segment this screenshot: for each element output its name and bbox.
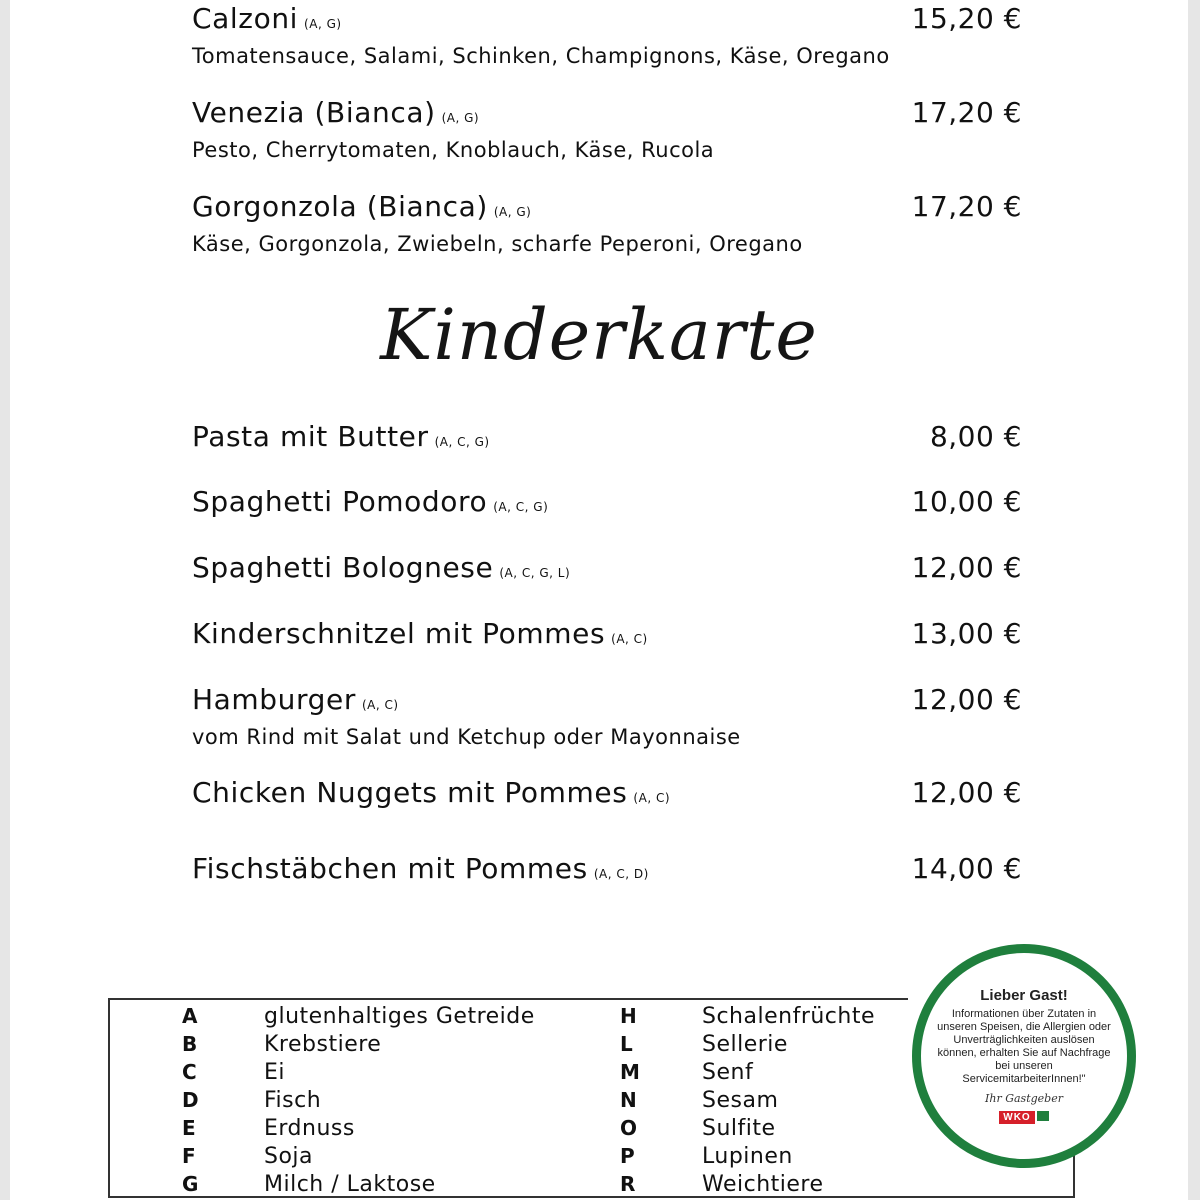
legend-entry (620, 1058, 875, 1086)
item-description: Käse, Gorgonzola, Zwiebeln, scharfe Peperoni, Oregano (192, 232, 803, 256)
legend-label: Lupinen (702, 1144, 793, 1169)
menu-item-chicken-nuggets (192, 776, 1022, 815)
allergy-notice-badge (912, 944, 1136, 1168)
item-allergens: (A, C) (611, 632, 648, 646)
legend-label: Ei (264, 1060, 286, 1085)
menu-item-fischstaebchen (192, 852, 1022, 891)
item-name: Spaghetti Bolognese (192, 551, 494, 584)
item-price: 13,00 € (911, 617, 1022, 650)
item-allergens: (A, C, D) (593, 867, 649, 881)
item-price: 15,20 € (911, 2, 1022, 35)
legend-entry (620, 1114, 875, 1142)
legend-code: F (182, 1144, 197, 1168)
legend-code: M (620, 1060, 641, 1084)
legend-entry (620, 1170, 875, 1198)
item-price: 17,20 € (911, 96, 1022, 129)
menu-item-calzoni (192, 2, 1022, 69)
legend-entry (182, 1142, 535, 1170)
legend-entry (182, 1170, 535, 1198)
allergen-legend-right (620, 1002, 875, 1198)
item-name: Gorgonzola (Bianca) (192, 190, 488, 223)
item-allergens: (A, C) (633, 791, 671, 805)
item-allergens: (A, C, G) (434, 435, 490, 449)
item-price: 8,00 € (929, 420, 1022, 453)
item-name: Pasta mit Butter (192, 420, 429, 453)
legend-label: Milch / Laktose (264, 1172, 436, 1197)
legend-label: Soja (264, 1144, 314, 1169)
item-allergens: (A, G) (441, 111, 480, 125)
badge-heading: Lieber Gast! (980, 987, 1068, 1004)
legend-entry (620, 1142, 875, 1170)
legend-code: N (620, 1088, 638, 1112)
item-description: Tomatensauce, Salami, Schinken, Champignons, Käse, Oregano (192, 44, 890, 68)
allergen-legend-divider (108, 998, 908, 1000)
legend-label: Erdnuss (264, 1116, 355, 1141)
item-price: 12,00 € (911, 776, 1022, 809)
legend-entry (182, 1114, 535, 1142)
item-allergens: (A, G) (493, 205, 532, 219)
legend-code: P (620, 1144, 636, 1168)
menu-item-spaghetti-pomodoro (192, 485, 1022, 524)
item-price: 14,00 € (911, 852, 1022, 885)
legend-code: L (620, 1032, 634, 1056)
legend-code: E (182, 1116, 197, 1140)
legend-label: Krebstiere (264, 1032, 382, 1057)
legend-entry (182, 1002, 535, 1030)
legend-label: Schalenfrüchte (702, 1004, 876, 1029)
badge-text: Informationen über Zutaten in unseren Speisen, die Allergien oder Unverträglichkeiten auslösen können, erhalten Sie auf Nachfrage bei unseren ServicemitarbeiterInnen!" (937, 1008, 1111, 1085)
menu-item-hamburger (192, 683, 1022, 750)
legend-entry (182, 1030, 535, 1058)
legend-code: C (182, 1060, 198, 1084)
badge-signature: Ihr Gastgeber (985, 1092, 1063, 1105)
legend-label: Senf (702, 1060, 754, 1085)
menu-item-gorgonzola (192, 190, 1022, 257)
item-name: Venezia (Bianca) (192, 96, 436, 129)
legend-code: B (182, 1032, 198, 1056)
item-price: 12,00 € (911, 683, 1022, 716)
menu-item-spaghetti-bolognese (192, 551, 1022, 590)
item-allergens: (A, G) (304, 17, 342, 31)
legend-entry (620, 1002, 875, 1030)
item-price: 12,00 € (911, 551, 1022, 584)
item-allergens: (A, C) (361, 698, 399, 712)
item-allergens: (A, C, G, L) (499, 566, 571, 580)
item-name: Hamburger (192, 683, 356, 716)
leaf-icon (1037, 1111, 1049, 1121)
legend-entry (620, 1086, 875, 1114)
legend-label: Fisch (264, 1088, 322, 1113)
legend-code: R (620, 1172, 636, 1196)
legend-code: O (620, 1116, 638, 1140)
legend-code: G (182, 1172, 199, 1196)
legend-label: glutenhaltiges Getreide (264, 1004, 535, 1029)
item-price: 10,00 € (911, 485, 1022, 518)
item-price: 17,20 € (911, 190, 1022, 223)
legend-code: D (182, 1088, 200, 1112)
item-name: Chicken Nuggets mit Pommes (192, 776, 628, 809)
legend-code: H (620, 1004, 638, 1028)
item-allergens: (A, C, G) (493, 500, 549, 514)
item-description: Pesto, Cherrytomaten, Knoblauch, Käse, Rucola (192, 138, 715, 162)
legend-label: Sulfite (702, 1116, 776, 1141)
legend-code: A (182, 1004, 198, 1028)
menu-item-venezia (192, 96, 1022, 163)
legend-label: Sellerie (702, 1032, 788, 1057)
item-name: Calzoni (192, 2, 299, 35)
menu-item-kinderschnitzel (192, 617, 1022, 656)
allergen-legend-left (182, 1002, 535, 1198)
wko-logo: WKO (999, 1111, 1034, 1124)
section-title-kinderkarte: Kinderkarte (380, 294, 818, 376)
legend-entry (620, 1030, 875, 1058)
legend-entry (182, 1058, 535, 1086)
item-name: Kinderschnitzel mit Pommes (192, 617, 606, 650)
item-name: Spaghetti Pomodoro (192, 485, 488, 518)
legend-label: Weichtiere (702, 1172, 824, 1197)
legend-label: Sesam (702, 1088, 779, 1113)
menu-item-pasta-butter (192, 420, 1022, 459)
item-description: vom Rind mit Salat und Ketchup oder Mayonnaise (192, 725, 741, 749)
item-name: Fischstäbchen mit Pommes (192, 852, 588, 885)
legend-entry (182, 1086, 535, 1114)
